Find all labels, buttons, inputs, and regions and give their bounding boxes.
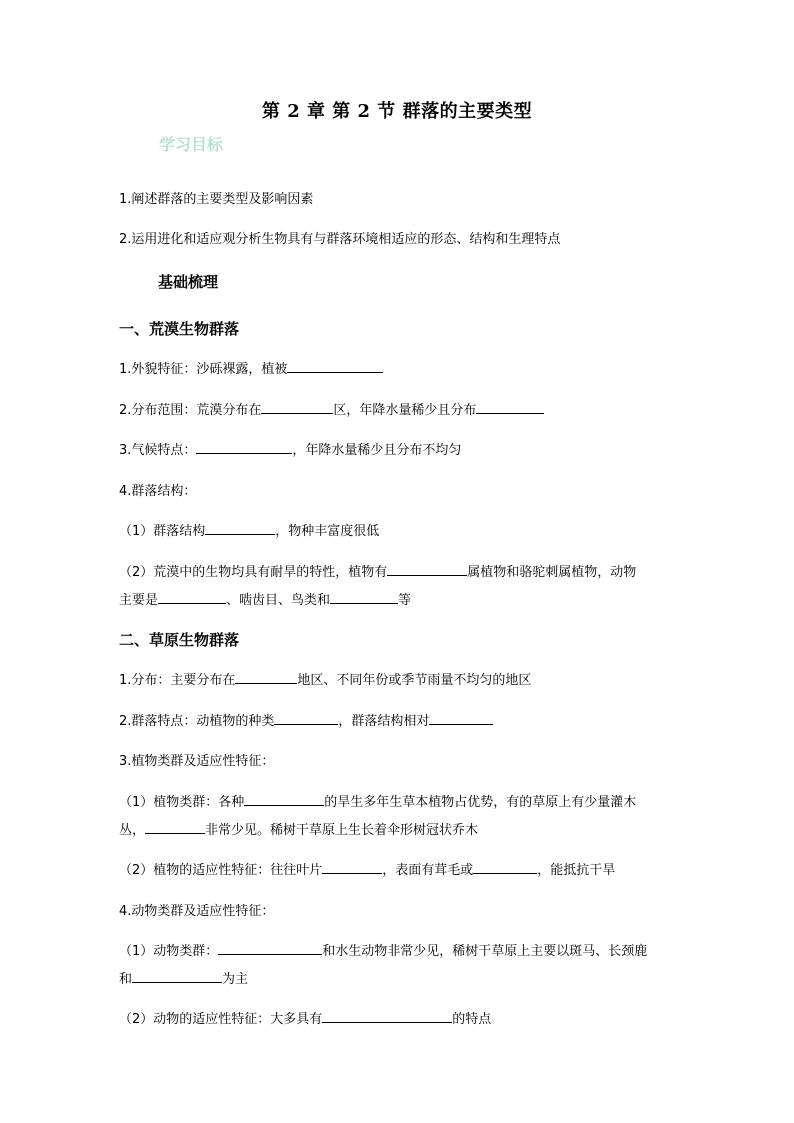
grass-line-6-text-a: （2）植物的适应性特征：往往叶片 xyxy=(119,863,323,878)
desert-line-5-text-b: ，物种丰富度很低 xyxy=(275,524,380,539)
grass-line-6 xyxy=(119,859,615,878)
blank[interactable] xyxy=(158,591,226,604)
grass-line-5-text-a: 丛， xyxy=(119,823,146,838)
blank[interactable] xyxy=(429,712,493,725)
desert-heading: 一、荒漠生物群落 xyxy=(119,320,240,338)
grass-line-2-text-b: ，群落结构相对 xyxy=(338,714,430,729)
grass-line-5 xyxy=(119,819,478,838)
blank[interactable] xyxy=(132,970,222,983)
grassland-heading: 二、草原生物群落 xyxy=(119,631,240,649)
blank[interactable] xyxy=(330,591,398,604)
desert-line-6-text-b: 属植物和骆驼刺属植物，动物 xyxy=(467,565,637,580)
grass-line-4-text-b: 的旱生多年生草本植物占优势，有的草原上有少量灌木 xyxy=(324,795,637,810)
desert-line-6 xyxy=(119,561,636,580)
desert-line-2 xyxy=(119,399,544,418)
blank[interactable] xyxy=(145,821,205,834)
desert-line-2-text-b: 区，年降水量稀少且分布 xyxy=(333,403,477,418)
blank[interactable] xyxy=(473,861,537,874)
grass-line-2-text-a: 2.群落特点：动植物的种类 xyxy=(119,714,275,729)
grass-line-1-text-b: 地区、不同年份或季节雨量不均匀的地区 xyxy=(297,673,532,688)
desert-line-7 xyxy=(119,589,411,608)
grass-line-6-text-b: ，表面有茸毛或 xyxy=(382,863,474,878)
desert-line-3 xyxy=(119,439,461,458)
blank[interactable] xyxy=(218,942,322,955)
desert-line-1 xyxy=(119,358,383,377)
grass-line-8-text-b: 和水生动物非常少见，稀树干草原上主要以斑马、长颈鹿 xyxy=(322,944,648,959)
desert-line-3-text-b: ，年降水量稀少且分布不均匀 xyxy=(292,443,462,458)
desert-line-5-text-a: （1）群落结构 xyxy=(119,524,206,539)
goal-1: 1.阐述群落的主要类型及影响因素 xyxy=(119,192,314,207)
grass-line-10-text-b: 的特点 xyxy=(452,1012,492,1027)
grass-line-2 xyxy=(119,710,493,729)
desert-line-1-text: 1.外貌特征：沙砾裸露，植被 xyxy=(119,362,288,377)
grass-line-10 xyxy=(119,1008,491,1027)
grass-line-1 xyxy=(119,669,531,688)
blank[interactable] xyxy=(322,861,382,874)
blank[interactable] xyxy=(205,522,275,535)
desert-line-7-text-c: 等 xyxy=(398,593,412,608)
page-title: 第 2 章 第 2 节 群落的主要类型 xyxy=(261,101,533,122)
goal-2: 2.运用进化和适应观分析生物具有与群落环境相适应的形态、结构和生理特点 xyxy=(119,232,561,247)
blank[interactable] xyxy=(322,1010,452,1023)
goals-heading: 学习目标 xyxy=(159,135,224,154)
desert-line-5 xyxy=(119,520,379,539)
review-heading: 基础梳理 xyxy=(158,273,219,291)
desert-line-4: 4.群落结构： xyxy=(119,484,197,499)
grass-line-5-text-b: 非常少见。稀树干草原上生长着伞形树冠状乔木 xyxy=(205,823,479,838)
blank[interactable] xyxy=(387,563,467,576)
blank[interactable] xyxy=(287,360,383,373)
desert-line-7-text-b: 、啮齿目、鸟类和 xyxy=(226,593,331,608)
blank[interactable] xyxy=(235,671,297,684)
desert-line-3-text-a: 3.气候特点： xyxy=(119,443,197,458)
grass-line-6-text-c: ，能抵抗干旱 xyxy=(537,863,616,878)
grass-line-4-text-a: （1）植物类群：各种 xyxy=(119,795,245,810)
grass-line-1-text-a: 1.分布：主要分布在 xyxy=(119,673,236,688)
grass-line-9-text-b: 为主 xyxy=(222,972,249,987)
blank[interactable] xyxy=(196,441,292,454)
grass-line-9-text-a: 和 xyxy=(119,972,133,987)
grass-line-4 xyxy=(119,791,636,810)
blank[interactable] xyxy=(274,712,338,725)
grass-line-8-text-a: （1）动物类群： xyxy=(119,944,219,959)
grass-line-7: 4.动物类群及适应性特征： xyxy=(119,904,275,919)
blank[interactable] xyxy=(476,401,544,414)
grass-line-10-text-a: （2）动物的适应性特征：大多具有 xyxy=(119,1012,323,1027)
grass-line-3: 3.植物类群及适应性特征： xyxy=(119,754,275,769)
desert-line-7-text-a: 主要是 xyxy=(119,593,159,608)
desert-line-2-text-a: 2.分布范围：荒漠分布在 xyxy=(119,403,262,418)
blank[interactable] xyxy=(261,401,333,414)
desert-line-6-text-a: （2）荒漠中的生物均具有耐旱的特性，植物有 xyxy=(119,565,388,580)
grass-line-8 xyxy=(119,940,647,959)
grass-line-9 xyxy=(119,968,248,987)
blank[interactable] xyxy=(244,793,324,806)
